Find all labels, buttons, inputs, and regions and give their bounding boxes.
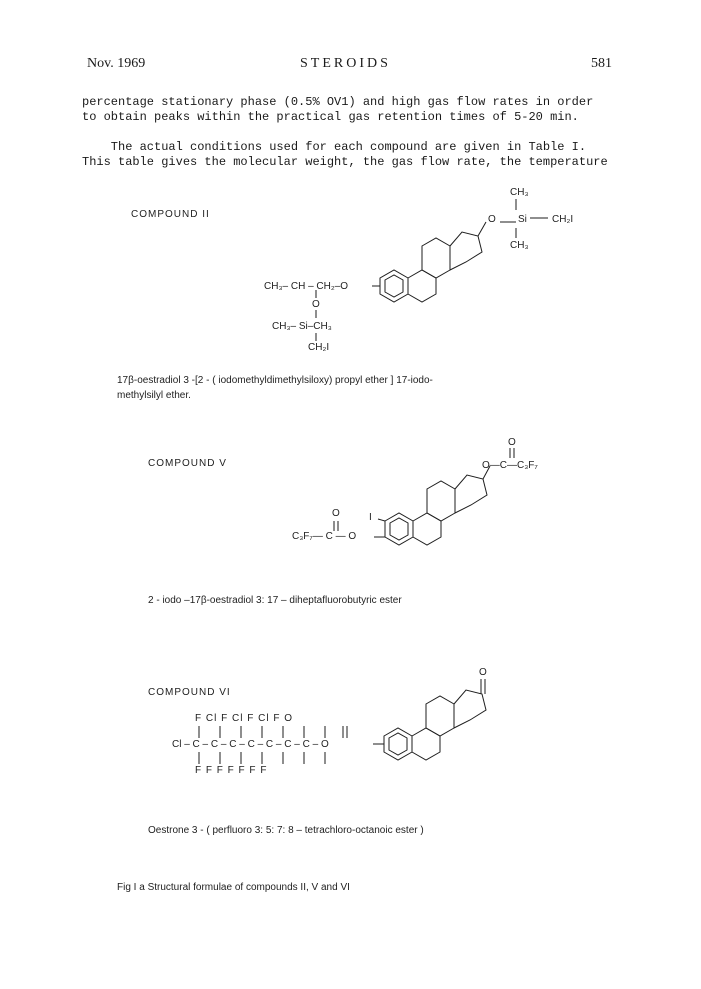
compound-ii-si-lower: CH₃– Si–CH₃ — [272, 321, 332, 332]
compound-ii-name-line-1: 17β-oestradiol 3 -[2 - ( iodomethyldimethylsiloxy) propyl ether ] 17-iodo- — [117, 375, 433, 386]
compound-v-ester-top: O—C—C₃F₇ — [482, 460, 538, 471]
compound-ii-si-top: Si — [518, 214, 527, 225]
compound-vi-label: COMPOUND VI — [148, 687, 231, 698]
paragraph-2-line-2: This table gives the molecular weight, the gas flow rate, the temperature — [82, 155, 608, 169]
header-date: Nov. 1969 — [87, 56, 146, 71]
compound-ii-label: COMPOUND II — [131, 209, 210, 220]
compound-v-o-double-top: O — [508, 437, 516, 448]
compound-ii-side-chain: CH₃– CH – CH₂–O — [264, 281, 349, 292]
compound-ii-ch2i-top: CH₂I — [552, 214, 574, 225]
compound-vi-top-row: F Cl F Cl F Cl F O — [195, 713, 293, 724]
header-journal-title: STEROIDS — [300, 56, 391, 71]
compound-v-iodo: I — [369, 512, 372, 523]
compound-vi-name: Oestrone 3 - ( perfluoro 3: 5: 7: 8 – tetrachloro-octanoic ester ) — [148, 825, 424, 836]
compound-v-label: COMPOUND V — [148, 458, 227, 469]
compound-v-o-double-left: O — [332, 508, 340, 519]
header-page-number: 581 — [591, 56, 612, 71]
compound-vi-chain: Cl – C – C – C – C – C – C – C – O — [172, 739, 329, 750]
compound-vi-ketone-o: O — [479, 667, 487, 678]
figure-caption: Fig I a Structural formulae of compounds II, V and VI — [117, 882, 350, 893]
compound-v-name: 2 - iodo –17β-oestradiol 3: 17 – diheptafluorobutyric ester — [148, 595, 402, 606]
compound-ii-ch3-below: CH₃ — [510, 240, 529, 251]
compound-ii-name-line-2: methylsilyl ether. — [117, 390, 191, 401]
compound-ii-o-top: O — [488, 214, 496, 225]
compound-vi-bottom-row: F F F F F F F — [195, 765, 268, 776]
compound-ii-ch2i-lower: CH₂I — [308, 342, 330, 353]
compound-v-ester-left: C₃F₇— C — O — [292, 531, 357, 542]
paragraph-1-line-1: percentage stationary phase (0.5% OV1) and high gas flow rates in order — [82, 95, 594, 109]
paragraph-2-line-1: The actual conditions used for each compound are given in Table I. — [82, 140, 587, 154]
paragraph-1-line-2: to obtain peaks within the practical gas retention times of 5-20 min. — [82, 110, 579, 124]
compound-ii-top-ch3: CH₃ — [510, 187, 529, 198]
compound-ii-o-mid: O — [312, 299, 320, 310]
